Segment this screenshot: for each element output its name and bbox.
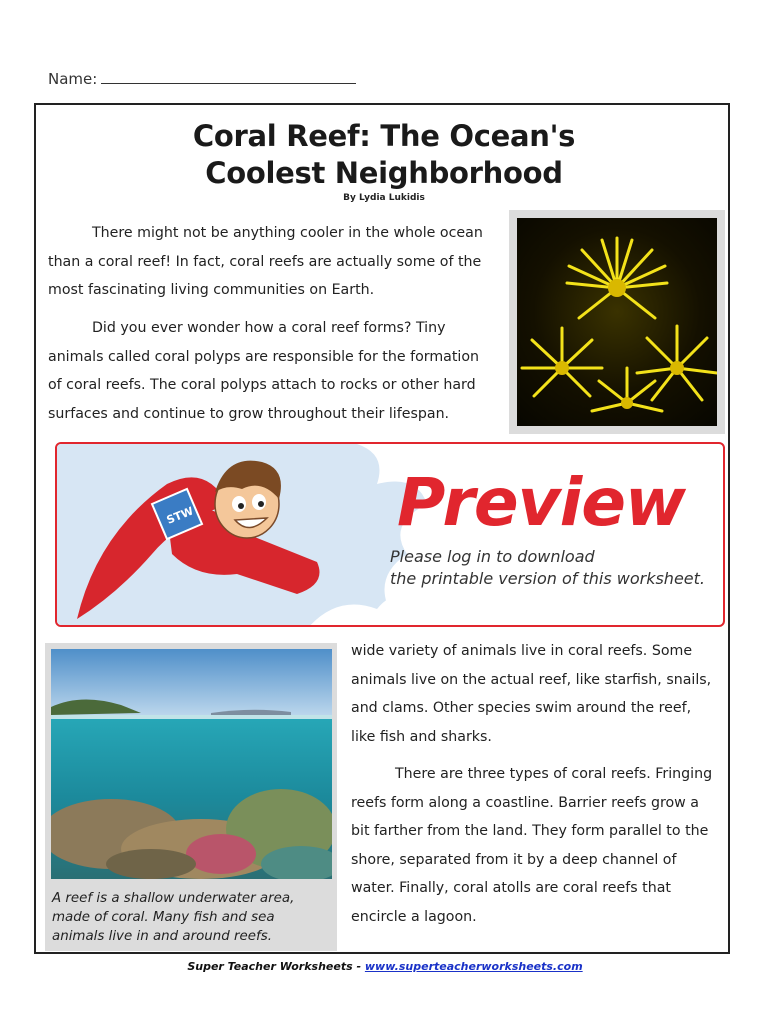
photo-caption: [51, 889, 331, 946]
paragraph-line: There are three types of coral reefs. Fringing: [395, 766, 713, 782]
caption-line: A reef is a shallow underwater area,: [52, 891, 295, 906]
paragraph-line: of coral reefs. The coral polyps attach to rocks or other hard: [48, 377, 476, 394]
paragraph-3: [351, 637, 721, 751]
coral-polyp-photo: [509, 210, 725, 434]
badge-label: STW: [164, 504, 196, 527]
paragraph-line: animals live on the actual reef, like starfish, snails,: [351, 671, 712, 688]
preview-message-line-2: the printable version of this worksheet.: [390, 569, 705, 588]
footer-link[interactable]: www.superteacherworksheets.com: [364, 960, 583, 973]
paragraph-line: There might not be anything cooler in the whole ocean: [92, 225, 483, 241]
paragraph-line: reefs form along a coastline. Barrier reefs grow a: [351, 794, 699, 811]
preview-message: [390, 546, 705, 590]
paragraph-line: Did you ever wonder how a coral reef forms? Tiny: [92, 320, 446, 336]
worksheet-title: [34, 118, 734, 192]
paragraph-2: [48, 314, 503, 428]
name-blank-line: [101, 71, 356, 84]
paragraph-1: [48, 219, 503, 305]
paragraph-line: water. Finally, coral atolls are coral reefs that: [351, 880, 671, 897]
title-line-1: Coral Reef: The Ocean's: [192, 119, 576, 153]
paragraph-line: bit farther from the land. They form parallel to the: [351, 823, 709, 840]
byline: By Lydia Lukidis: [343, 193, 425, 203]
paragraph-4: [351, 760, 726, 932]
title-line-2: Coolest Neighborhood: [205, 156, 563, 190]
caption-line: made of coral. Many fish and sea: [52, 910, 275, 925]
footer-text: Super Teacher Worksheets -: [187, 960, 365, 973]
paragraph-line: shore, separated from it by a deep channel of: [351, 851, 677, 868]
paragraph-line: most fascinating living communities on Earth.: [48, 282, 375, 299]
paragraph-line: encircle a lagoon.: [351, 908, 477, 925]
name-field: [48, 70, 356, 88]
paragraph-line: wide variety of animals live in coral reefs. Some: [351, 643, 693, 659]
superhero-mascot-icon: [57, 444, 337, 627]
preview-heading: Preview: [397, 464, 686, 541]
name-label: Name:: [48, 70, 98, 88]
preview-overlay[interactable]: [55, 442, 725, 627]
page-footer: [0, 960, 770, 973]
caption-line: animals live in and around reefs.: [52, 929, 272, 944]
paragraph-line: surfaces and continue to grow throughout their lifespan.: [48, 405, 450, 422]
paragraph-line: animals called coral polyps are responsible for the formation: [48, 348, 480, 365]
paragraph-line: like fish and sharks.: [351, 728, 492, 745]
paragraph-line: than a coral reef! In fact, coral reefs are actually some of the: [48, 253, 482, 270]
reef-underwater-image: [51, 649, 332, 879]
preview-message-line-1: Please log in to download: [390, 547, 595, 566]
reef-photo-card: [45, 643, 337, 951]
coral-polyp-image: [517, 218, 717, 426]
paragraph-line: and clams. Other species swim around the reef,: [351, 700, 692, 717]
